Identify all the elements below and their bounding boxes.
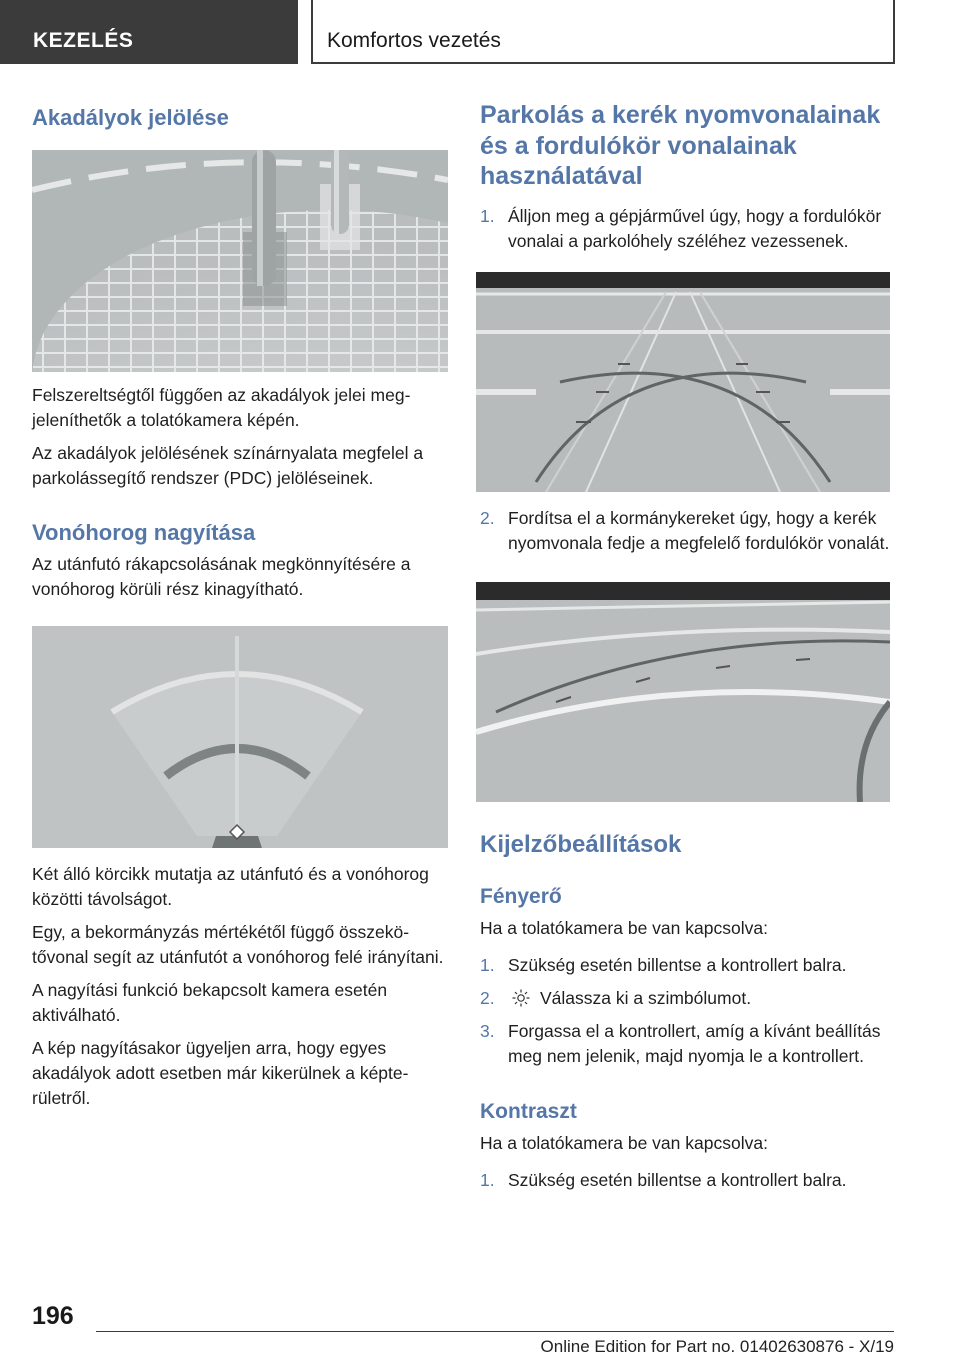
heading-hitch-zoom: Vonóhorog nagyítása: [32, 519, 256, 545]
footer-divider: [96, 1331, 894, 1332]
parking-steps-list: [480, 204, 892, 254]
step-text: Álljon meg a gépjárművel úgy, hogy a fordulókör vonalai a parkolóhely széléhez vezessenek.: [508, 205, 882, 251]
step-number: 2.: [480, 987, 495, 1008]
paragraph-obstacles-2: Az akadályok jelölésének színárnyalata megfelel a parkolássegítő rendszer (PDC) jelöléseinek.: [32, 442, 424, 488]
list-item: [480, 986, 892, 1011]
paragraph-hitch-1: Az utánfutó rákapcsolásának megkönnyítésére a vonóhorog körüli rész kinagyítható.: [32, 554, 411, 599]
list-item: [480, 506, 892, 556]
turning-circle-lines-image: [476, 272, 890, 492]
step-number: 1.: [480, 954, 495, 975]
page-number: 196: [32, 1302, 74, 1330]
step-number: 1.: [480, 205, 495, 226]
paragraph-hitch-3: Egy, a bekormányzás mértékétől függő összekötővonal segít az utánfutót a vonóhorog felé irányítani.: [32, 922, 444, 967]
step-number: 2.: [480, 507, 495, 528]
step-text: Válassza ki a szimbólumot.: [540, 987, 752, 1008]
paragraph-brightness: Ha a tolatókamera be van kapcsolva:: [480, 917, 768, 938]
left-column: [32, 100, 448, 1111]
heading-parking: Parkolás a kerék nyomvonalainak és a fordulókör vonalainak használatával: [480, 101, 881, 190]
footer-edition: Online Edition for Part no. 01402630876 - X/19: [540, 1337, 894, 1356]
contrast-steps-list: [480, 1168, 892, 1193]
heading-obstacles: Akadályok jelölése: [32, 105, 229, 130]
parking-steps-list-2: [480, 506, 892, 556]
step-text: Fordítsa el a kormánykereket úgy, hogy a kerék nyomvonala fedje a megfelelő fordulókör vonalát.: [508, 507, 890, 553]
step-text: Szükség esetén billentse a kontrollert balra.: [508, 1170, 847, 1190]
paragraph-hitch-4: A nagyítási funkció bekapcsolt kamera esetén aktiválható.: [32, 980, 388, 1025]
list-item: [480, 1019, 892, 1069]
step-text: Forgassa el a kontrollert, amíg a kívánt beállítás meg nem jelenik, majd nyomja le a kontrollert.: [508, 1020, 881, 1066]
wheel-track-image: [476, 582, 890, 802]
step-number: 3.: [480, 1020, 495, 1041]
list-item: [480, 1168, 892, 1193]
obstacle-marking-image: [32, 150, 448, 372]
list-item: [480, 953, 892, 978]
step-number: 1.: [480, 1170, 495, 1190]
list-item: [480, 204, 892, 254]
hitch-zoom-image: [32, 626, 448, 848]
paragraph-contrast: Ha a tolatókamera be van kapcsolva:: [480, 1133, 768, 1153]
heading-display-settings: Kijelzőbeállítások: [480, 830, 682, 858]
chapter-title: Komfortos vezetés: [311, 0, 895, 64]
heading-contrast: Kontraszt: [480, 1099, 577, 1123]
section-tab: KEZELÉS: [0, 0, 298, 64]
paragraph-obstacles-1: Felszereltségtől függően az akadályok jelei megjeleníthetők a tolatókamera képén.: [32, 384, 411, 430]
paragraph-hitch-5: A kép nagyításakor ügyeljen arra, hogy egyes akadályok adott esetben már kikerülnek a képterületről.: [32, 1038, 409, 1108]
brightness-steps-list: [480, 953, 892, 1069]
step-text: Szükség esetén billentse a kontrollert balra.: [508, 954, 847, 975]
sun-icon: [512, 989, 530, 1007]
heading-brightness: Fényerő: [480, 884, 562, 908]
right-column: [480, 100, 892, 1193]
paragraph-hitch-2: Két álló körcikk mutatja az utánfutó és a vonóhorog közötti távolságot.: [32, 864, 429, 909]
